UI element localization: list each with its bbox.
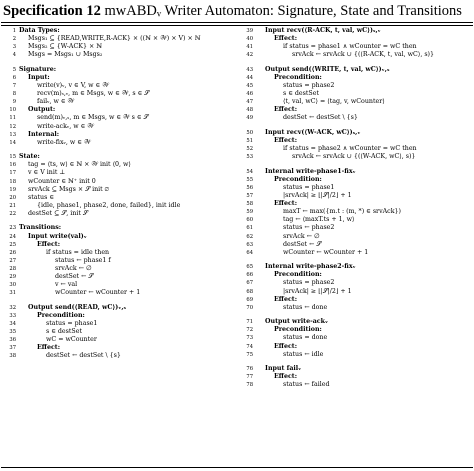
line-text: Internal write-phase1-fixᵥ xyxy=(265,167,356,175)
line-text: Precondition: xyxy=(37,311,85,319)
spec-line xyxy=(241,318,472,326)
spec-line xyxy=(4,161,236,169)
spec-line xyxy=(4,249,236,257)
spec-line xyxy=(241,233,472,241)
spec-line xyxy=(4,273,236,281)
spec-line xyxy=(4,312,236,320)
line-text: Output send(⟨READ, wC⟩)ᵥ,ₛ xyxy=(28,303,127,311)
spec-line xyxy=(241,74,472,82)
line-text: Precondition: xyxy=(274,73,322,81)
line-text: Effect: xyxy=(37,240,61,248)
line-number: 31 xyxy=(9,290,16,297)
line-number: 77 xyxy=(246,374,253,381)
bottom-rule xyxy=(1,467,473,468)
line-text: Msgs₁ ⊆ {READ,WRITE,R-ACK} × ((ℕ × 𝒲) × V) × ℕ xyxy=(28,35,201,43)
spec-line xyxy=(4,320,236,328)
line-number: 40 xyxy=(246,36,253,43)
line-text: Input recv(⟨W-ACK, wC⟩)ₛ,ᵥ xyxy=(265,128,361,136)
spec-line xyxy=(241,216,472,224)
line-number: 14 xyxy=(9,139,16,146)
line-text: s ∈ destSet xyxy=(46,328,82,335)
line-text: v ← val xyxy=(55,281,78,289)
spec-line xyxy=(4,289,236,297)
line-text: write-ackᵥ, w ∈ 𝒲 xyxy=(37,122,94,130)
spec-line xyxy=(4,114,236,122)
spec-line xyxy=(4,224,236,232)
line-number: 49 xyxy=(246,115,253,122)
line-text: v ∈ V init ⊥ xyxy=(28,169,66,177)
spec-line xyxy=(241,35,472,43)
line-text: status ← done xyxy=(283,303,328,311)
line-number: 33 xyxy=(9,312,16,319)
line-text: maxT ← max({m.t : (m, *) ∈ srvAck}) xyxy=(283,208,401,216)
spec-line xyxy=(4,43,236,51)
spec-line xyxy=(4,106,236,114)
line-number: 29 xyxy=(9,274,16,280)
spec-line xyxy=(4,265,236,273)
line-text: Msgs₂ ⊆ {W-ACK} × ℕ xyxy=(28,43,103,51)
line-number: 39 xyxy=(246,28,253,34)
line-text: srvAck ⊆ Msgs × 𝒮 init ∅ xyxy=(28,185,109,193)
line-text: destSet ← destSet \ {s} xyxy=(283,114,358,122)
spec-line xyxy=(4,328,236,336)
line-number: 45 xyxy=(246,83,253,89)
line-text: Output: xyxy=(28,106,56,114)
spec-line xyxy=(241,288,472,296)
spec-line xyxy=(4,27,236,35)
line-number: 48 xyxy=(246,107,253,114)
line-number: 28 xyxy=(9,265,16,272)
spec-line xyxy=(241,66,472,74)
line-text: status = phase2 xyxy=(283,279,335,287)
spec-line xyxy=(241,373,472,381)
line-text: Signature: xyxy=(19,65,57,73)
line-text: Input recv(⟨R-ACK, t, val, wC⟩)ₛ,ᵥ xyxy=(265,27,381,34)
line-text: Precondition: xyxy=(274,326,322,334)
line-number: 38 xyxy=(9,353,16,360)
spec-line xyxy=(4,123,236,131)
line-text: Effect: xyxy=(274,200,298,208)
specification-caption: mwABDᵥ Writer Automaton: Signature, State and Transitions xyxy=(104,3,462,19)
spec-line xyxy=(4,90,236,98)
spec-line xyxy=(241,381,472,389)
line-number: 4 xyxy=(12,52,16,59)
spec-line xyxy=(241,27,472,35)
spec-line xyxy=(241,208,472,216)
line-number: 13 xyxy=(9,131,16,138)
line-number: 73 xyxy=(246,335,253,342)
spec-line xyxy=(4,194,236,202)
line-text: Input: xyxy=(28,73,50,81)
line-number: 35 xyxy=(9,329,16,335)
line-number: 51 xyxy=(246,138,253,144)
line-number: 22 xyxy=(9,210,16,217)
spec-line xyxy=(241,192,472,200)
line-number: 41 xyxy=(246,44,253,51)
line-text: srvAck ← srvAck ∪ {(⟨R-ACK, t, val, wC⟩, s)} xyxy=(292,51,435,59)
line-text: s ∈ destSet xyxy=(283,90,319,98)
spec-line xyxy=(4,336,236,344)
line-number: 18 xyxy=(9,178,16,185)
spec-line xyxy=(241,90,472,98)
spec-line xyxy=(241,241,472,249)
spec-line xyxy=(241,271,472,279)
spec-line xyxy=(241,168,472,176)
line-text: {idle, phase1, phase2, done, failed}, init idle xyxy=(37,201,181,209)
line-number: 15 xyxy=(9,154,16,161)
line-number: 23 xyxy=(9,225,16,232)
line-number: 20 xyxy=(9,194,16,201)
spec-line xyxy=(241,137,472,145)
line-number: 68 xyxy=(246,288,253,295)
line-number: 67 xyxy=(246,280,253,287)
line-number: 9 xyxy=(12,99,16,106)
spec-line xyxy=(241,129,472,137)
line-text: send(m)ᵥ,ₛ, m ∈ Msgs, w ∈ 𝒲 s ∈ 𝒮 xyxy=(37,114,149,122)
line-number: 46 xyxy=(246,91,253,98)
line-text: status = phase1 xyxy=(283,183,335,191)
line-number: 54 xyxy=(246,168,253,175)
spec-line xyxy=(4,257,236,265)
line-number: 6 xyxy=(12,74,16,81)
spec-line xyxy=(4,74,236,82)
spec-line xyxy=(241,263,472,271)
line-text: wCounter ← wCounter + 1 xyxy=(283,248,369,256)
line-text: status = phase1 xyxy=(46,319,98,327)
spec-line xyxy=(4,153,236,161)
line-number: 74 xyxy=(246,343,253,350)
line-text: Effect: xyxy=(274,295,298,303)
line-number: 75 xyxy=(246,351,253,358)
line-number: 27 xyxy=(9,257,16,264)
spec-line xyxy=(241,200,472,208)
line-text: srvAck ← srvAck ∪ {(⟨W-ACK, wC⟩, s)} xyxy=(292,153,416,161)
line-number: 37 xyxy=(9,345,16,352)
spec-line xyxy=(241,279,472,287)
line-text: Effect: xyxy=(274,137,298,144)
line-number: 11 xyxy=(9,115,16,122)
spec-line xyxy=(241,184,472,192)
line-number: 30 xyxy=(9,282,16,289)
line-text: Input write(val)ᵥ xyxy=(28,232,87,240)
line-number: 19 xyxy=(9,186,16,193)
spec-line xyxy=(241,343,472,351)
line-text: ⟨t, val, wC⟩ = ⟨tag, v, wCounter⟩ xyxy=(283,98,385,106)
line-text: Effect: xyxy=(274,106,298,114)
line-number: 52 xyxy=(246,146,253,153)
line-text: if status = phase1 ∧ wCounter = wC then xyxy=(283,43,417,51)
spec-line xyxy=(241,334,472,342)
line-number: 21 xyxy=(9,202,16,209)
specification-title xyxy=(3,2,471,21)
line-text: status ← failed xyxy=(283,381,330,389)
line-number: 72 xyxy=(246,327,253,334)
line-text: wC = wCounter xyxy=(46,336,97,344)
line-text: status ← phase2 xyxy=(283,224,335,232)
line-text: write(v)ᵥ, v ∈ V, w ∈ 𝒲 xyxy=(37,82,109,89)
line-number: 58 xyxy=(246,201,253,208)
line-number: 65 xyxy=(246,264,253,271)
line-number: 71 xyxy=(246,319,253,326)
line-text: Data Types: xyxy=(19,27,60,34)
header-rule xyxy=(1,25,473,26)
line-number: 26 xyxy=(9,249,16,256)
line-text: srvAck ← ∅ xyxy=(283,232,320,240)
line-number: 12 xyxy=(9,123,16,130)
line-number: 62 xyxy=(246,233,253,240)
line-number: 64 xyxy=(246,249,253,256)
spec-line xyxy=(4,51,236,59)
line-text: Effect: xyxy=(274,342,298,350)
line-text: Msgs = Msgs₁ ∪ Msgs₂ xyxy=(28,51,103,59)
line-number: 7 xyxy=(12,83,16,89)
line-text: srvAck ← ∅ xyxy=(55,264,92,272)
line-number: 24 xyxy=(9,233,16,240)
line-text: if status = phase2 ∧ wCounter = wC then xyxy=(283,145,417,153)
line-text: |srvAck| ≥ ⌊|𝒮|/2⌋ + 1 xyxy=(283,287,352,295)
spec-line xyxy=(241,296,472,304)
line-text: status ∈ xyxy=(28,193,54,201)
line-number: 1 xyxy=(12,28,16,34)
line-number: 53 xyxy=(246,154,253,161)
line-number: 61 xyxy=(246,225,253,232)
spec-line xyxy=(241,365,472,373)
line-text: destSet ← 𝒮 xyxy=(283,240,322,248)
spec-line xyxy=(241,82,472,90)
line-text: Internal write-phase2-fixᵥ xyxy=(265,263,356,271)
line-number: 16 xyxy=(9,162,16,169)
line-text: Effect: xyxy=(274,35,298,43)
spec-line xyxy=(241,145,472,153)
spec-line xyxy=(4,202,236,210)
spec-line xyxy=(241,304,472,312)
spec-line xyxy=(4,35,236,43)
line-text: destSet ⊆ 𝒮, init 𝒮 xyxy=(28,209,88,217)
line-number: 25 xyxy=(9,241,16,248)
line-number: 69 xyxy=(246,296,253,303)
line-number: 60 xyxy=(246,217,253,224)
spec-line xyxy=(4,304,236,312)
spec-line xyxy=(4,233,236,241)
line-text: tag = ⟨ts, w⟩ ∈ ℕ × 𝒲 init ⟨0, w⟩ xyxy=(28,161,131,169)
line-number: 70 xyxy=(246,304,253,311)
line-text: wCounter ∈ ℕ⁺ init 0 xyxy=(28,177,96,185)
line-number: 78 xyxy=(246,382,253,389)
line-number: 55 xyxy=(246,176,253,183)
spec-line xyxy=(4,344,236,352)
top-rule xyxy=(1,22,473,23)
line-text: Effect: xyxy=(274,373,298,381)
spec-line xyxy=(241,224,472,232)
line-text: Input failᵥ xyxy=(265,365,302,373)
line-number: 76 xyxy=(246,366,253,373)
spec-line xyxy=(241,106,472,114)
line-text: tag ← ⟨maxT.ts + 1, w⟩ xyxy=(283,216,355,224)
spec-line xyxy=(241,51,472,59)
spec-line xyxy=(4,241,236,249)
line-text: wCounter ← wCounter + 1 xyxy=(55,289,141,297)
line-text: Precondition: xyxy=(274,175,322,183)
line-text: State: xyxy=(19,153,40,161)
line-number: 3 xyxy=(12,44,16,51)
line-text: failᵥ, w ∈ 𝒲 xyxy=(37,98,75,106)
spec-line xyxy=(4,131,236,139)
line-text: Output write-ackᵥ xyxy=(265,318,329,326)
line-text: Precondition: xyxy=(274,271,322,279)
line-text: Internal: xyxy=(28,130,60,138)
line-text: status = done xyxy=(283,334,328,342)
spec-line xyxy=(241,351,472,359)
line-text: Output send(⟨WRITE, t, val, wC⟩)ᵥ,ₛ xyxy=(265,65,390,73)
line-text: status = phase2 xyxy=(283,82,335,89)
spec-line xyxy=(4,98,236,106)
line-text: status ← phase1 f xyxy=(55,256,111,264)
line-number: 63 xyxy=(246,241,253,248)
spec-line xyxy=(4,139,236,147)
line-number: 17 xyxy=(9,170,16,177)
line-number: 56 xyxy=(246,184,253,191)
line-text: status ← idle xyxy=(283,350,324,358)
spec-line xyxy=(4,210,236,218)
line-number: 50 xyxy=(246,129,253,136)
spec-line xyxy=(241,153,472,161)
line-text: write-fixᵥ, w ∈ 𝒲 xyxy=(37,138,91,146)
spec-line xyxy=(4,352,236,360)
spec-line xyxy=(4,66,236,74)
spec-line xyxy=(4,186,236,194)
line-text: destSet ← 𝒮 xyxy=(55,273,94,280)
line-number: 5 xyxy=(12,66,16,73)
line-number: 44 xyxy=(246,74,253,81)
spec-line xyxy=(4,82,236,90)
spec-line xyxy=(241,98,472,106)
line-number: 2 xyxy=(12,36,16,43)
spec-line xyxy=(241,114,472,122)
specification-label: Specification 12 xyxy=(3,3,101,19)
spec-line xyxy=(241,249,472,257)
line-number: 8 xyxy=(12,91,16,98)
spec-line xyxy=(4,169,236,177)
spec-line xyxy=(241,326,472,334)
line-text: if status = idle then xyxy=(46,248,110,256)
line-number: 10 xyxy=(9,107,16,114)
line-text: destSet ← destSet \ {s} xyxy=(46,352,121,360)
line-number: 34 xyxy=(9,320,16,327)
spec-line xyxy=(241,176,472,184)
line-number: 47 xyxy=(246,99,253,106)
line-number: 43 xyxy=(246,66,253,73)
spec-line xyxy=(241,43,472,51)
line-number: 36 xyxy=(9,337,16,344)
line-number: 66 xyxy=(246,272,253,279)
line-number: 59 xyxy=(246,209,253,216)
line-text: Transitions: xyxy=(19,224,62,232)
spec-line xyxy=(4,178,236,186)
line-text: Effect: xyxy=(37,344,61,352)
line-number: 32 xyxy=(9,304,16,311)
line-text: |srvAck| ≥ ⌊|𝒮|/2⌋ + 1 xyxy=(283,192,352,199)
line-number: 42 xyxy=(246,52,253,59)
line-text: recv(m)ₛ,ᵥ, m ∈ Msgs, w ∈ 𝒲, s ∈ 𝒮 xyxy=(37,90,150,98)
line-number: 57 xyxy=(246,193,253,199)
spec-line xyxy=(4,281,236,289)
